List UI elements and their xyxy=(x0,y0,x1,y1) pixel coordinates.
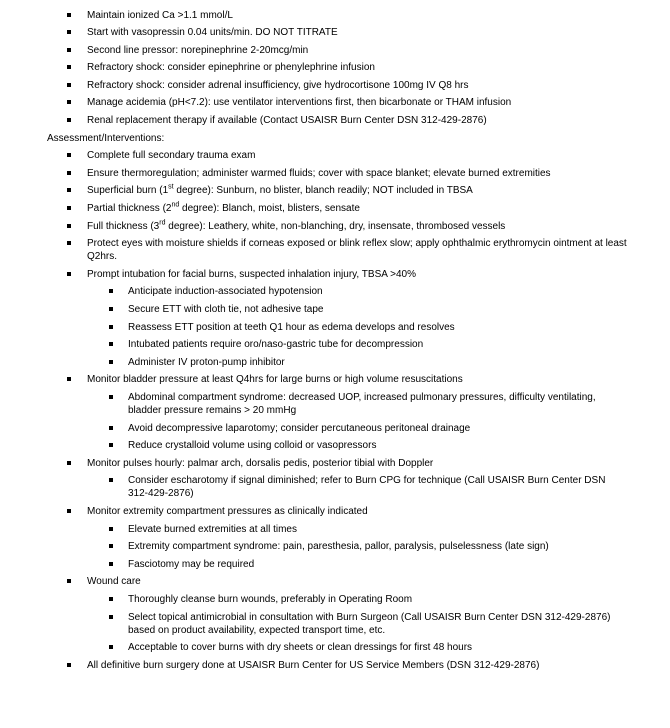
square-bullet-icon xyxy=(109,615,113,619)
list-item xyxy=(0,237,627,263)
item-text: Monitor pulses hourly: palmar arch, dorsalis pedis, posterior tibial with Doppler xyxy=(87,457,434,469)
item-text: Intubated patients require oro/naso-gastric tube for decompression xyxy=(128,339,424,351)
sublist xyxy=(87,593,627,654)
list-item xyxy=(0,26,627,39)
square-bullet-icon xyxy=(109,307,113,311)
sublist xyxy=(87,474,627,500)
sublist-item xyxy=(0,338,626,351)
item-text: Fasciotomy may be required xyxy=(128,558,255,570)
square-bullet-icon xyxy=(67,461,71,465)
sublist-item xyxy=(0,422,626,435)
sublist-item xyxy=(0,303,626,316)
ordinal-suffix: rd xyxy=(159,219,166,227)
list-item xyxy=(0,167,627,180)
square-bullet-icon xyxy=(67,100,71,104)
square-bullet-icon xyxy=(109,443,113,447)
item-text: All definitive burn surgery done at USAISR Burn Center for US Service Members (DSN 312-429-2876) xyxy=(87,659,540,671)
square-bullet-icon xyxy=(109,342,113,346)
item-text: Ensure thermoregulation; administer warmed fluids; cover with space blanket; elevate burned extremities xyxy=(87,167,551,179)
item-text: Abdominal compartment syndrome: decreased UOP, increased pulmonary pressures, difficulty ventilating, bladder pressure remains > 20 mmHg xyxy=(128,391,596,416)
item-text: Monitor bladder pressure at least Q4hrs for large burns or high volume resuscitations xyxy=(87,374,463,386)
ordinal-suffix: st xyxy=(168,184,174,192)
sublist-item xyxy=(0,593,626,606)
item-text: Select topical antimicrobial in consultation with Burn Surgeon (Call USAISR Burn Center DSN 312-429-2876) based on product availability, expected transport time, etc. xyxy=(128,611,611,636)
list-item xyxy=(0,373,627,452)
square-bullet-icon xyxy=(67,579,71,583)
item-text: Administer IV proton-pump inhibitor xyxy=(128,356,285,368)
square-bullet-icon xyxy=(109,527,113,531)
item-text: Second line pressor: norepinephrine 2-20mcg/min xyxy=(87,44,309,56)
item-text: Renal replacement therapy if available (Contact USAISR Burn Center DSN 312-429-2876) xyxy=(87,115,487,127)
item-text: Secure ETT with cloth tie, not adhesive tape xyxy=(128,304,324,315)
item-text: Elevate burned extremities at all times xyxy=(128,523,297,535)
square-bullet-icon xyxy=(67,153,71,157)
square-bullet-icon xyxy=(67,48,71,52)
item-text: Manage acidemia (pH<7.2): use ventilator interventions first, then bicarbonate or THAM infusion xyxy=(87,97,512,109)
square-bullet-icon xyxy=(67,30,71,34)
list-item xyxy=(0,9,627,22)
item-text: Acceptable to cover burns with dry sheets or clean dressings for first 48 hours xyxy=(128,642,473,654)
text-fragment: degree): Leathery, white, non-blanching, dry, insensate, thrombosed vessels xyxy=(165,220,506,232)
item-text: Consider escharotomy if signal diminished; refer to Burn CPG for technique (Call USAISR Burn Center DSN 312-429-2876) xyxy=(128,475,606,500)
square-bullet-icon xyxy=(67,188,71,192)
list-item xyxy=(0,457,627,501)
item-text: Refractory shock: consider adrenal insufficiency, give hydrocortisone 100mg IV Q8 hrs xyxy=(87,79,469,91)
square-bullet-icon xyxy=(109,645,113,649)
sublist-item xyxy=(0,474,626,500)
sublist xyxy=(87,391,627,452)
square-bullet-icon xyxy=(67,663,71,667)
sublist-item xyxy=(0,321,626,334)
item-text: Start with vasopressin 0.04 units/min. DO NOT TITRATE xyxy=(87,27,338,39)
list-item xyxy=(0,44,627,57)
square-bullet-icon xyxy=(67,13,71,17)
assessment-list xyxy=(0,149,670,671)
item-text: Avoid decompressive laparotomy; consider percutaneous peritoneal drainage xyxy=(128,422,471,434)
text-fragment: Partial thickness (2 xyxy=(87,203,172,215)
list-item xyxy=(0,96,627,109)
square-bullet-icon xyxy=(109,360,113,364)
item-text: Monitor extremity compartment pressures as clinically indicated xyxy=(87,505,368,517)
item-text: Maintain ionized Ca >1.1 mmol/L xyxy=(87,9,233,21)
list-item xyxy=(0,220,627,233)
list-item xyxy=(0,659,627,672)
square-bullet-icon xyxy=(67,83,71,87)
square-bullet-icon xyxy=(67,118,71,122)
list-item xyxy=(0,184,627,197)
ordinal-suffix: nd xyxy=(171,201,180,209)
sublist-item xyxy=(0,391,626,417)
item-text: Thoroughly cleanse burn wounds, preferably in Operating Room xyxy=(128,593,413,605)
item-text: Anticipate induction-associated hypotension xyxy=(128,286,323,298)
list-item xyxy=(0,202,627,215)
square-bullet-icon xyxy=(109,597,113,601)
square-bullet-icon xyxy=(109,478,113,482)
sublist-item xyxy=(0,439,626,452)
item-text xyxy=(87,185,473,196)
sublist xyxy=(87,523,627,571)
text-fragment: degree): Sunburn, no blister, blanch readily; NOT included in TBSA xyxy=(173,185,473,197)
sublist-item xyxy=(0,285,626,298)
square-bullet-icon xyxy=(109,325,113,329)
text-fragment: Full thickness (3 xyxy=(87,220,160,232)
management-list xyxy=(0,9,670,128)
document-body xyxy=(0,9,670,677)
sublist-item xyxy=(0,558,626,571)
sublist-item xyxy=(0,611,626,637)
sublist xyxy=(87,285,627,368)
section-heading: Assessment/Interventions: xyxy=(47,132,165,144)
text-fragment: Superficial burn (1 xyxy=(87,185,169,197)
square-bullet-icon xyxy=(109,544,113,548)
square-bullet-icon xyxy=(109,426,113,430)
square-bullet-icon xyxy=(67,272,71,276)
list-item xyxy=(0,268,627,369)
item-text: Prompt intubation for facial burns, suspected inhalation injury, TBSA >40% xyxy=(87,268,416,280)
list-item xyxy=(0,149,627,162)
list-item xyxy=(0,505,627,571)
item-text: Reduce crystalloid volume using colloid or vasopressors xyxy=(128,440,377,452)
item-text: Complete full secondary trauma exam xyxy=(87,150,256,162)
item-text: Wound care xyxy=(87,576,141,588)
square-bullet-icon xyxy=(109,395,113,399)
list-item xyxy=(0,79,627,92)
item-text: Extremity compartment syndrome: pain, paresthesia, pallor, paralysis, pulselessness (late sign) xyxy=(128,541,549,553)
square-bullet-icon xyxy=(67,224,71,228)
item-text xyxy=(87,203,360,214)
text-fragment: degree): Blanch, moist, blisters, sensate xyxy=(179,203,360,215)
list-item xyxy=(0,114,627,127)
item-text: Reassess ETT position at teeth Q1 hour as edema develops and resolves xyxy=(128,321,455,333)
square-bullet-icon xyxy=(67,206,71,210)
item-text: Protect eyes with moisture shields if corneas exposed or blink reflex slow; apply ophthalmic erythromycin ointment at least Q2hrs. xyxy=(87,238,627,263)
item-text xyxy=(87,221,505,232)
square-bullet-icon xyxy=(67,65,71,69)
list-item xyxy=(0,61,627,74)
square-bullet-icon xyxy=(67,377,71,381)
square-bullet-icon xyxy=(67,241,71,245)
square-bullet-icon xyxy=(67,171,71,175)
sublist-item xyxy=(0,523,626,536)
list-item xyxy=(0,575,627,654)
square-bullet-icon xyxy=(109,289,113,293)
sublist-item xyxy=(0,540,626,553)
item-text: Refractory shock: consider epinephrine or phenylephrine infusion xyxy=(87,62,375,74)
square-bullet-icon xyxy=(67,509,71,513)
square-bullet-icon xyxy=(109,562,113,566)
sublist-item xyxy=(0,356,626,369)
sublist-item xyxy=(0,641,626,654)
